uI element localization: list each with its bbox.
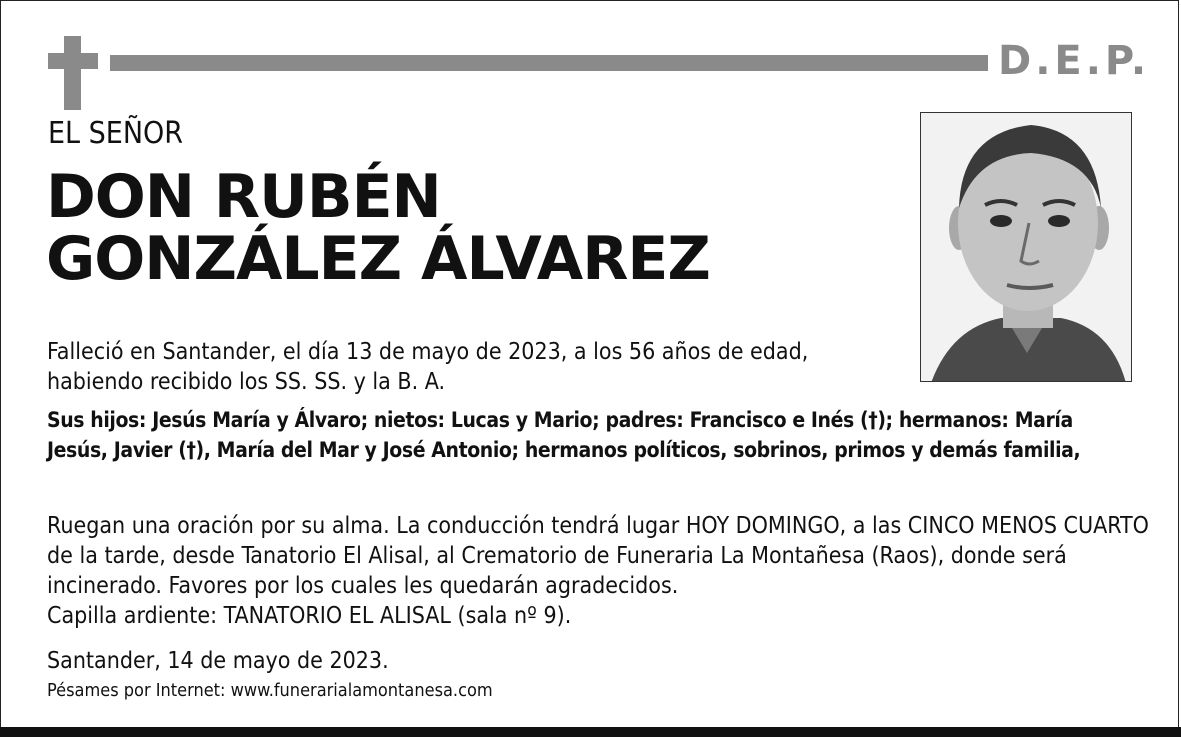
bottom-rule: [0, 727, 1181, 737]
service-info: [47, 511, 1157, 631]
chapel-info: Capilla ardiente: TANATORIO EL ALISAL (sala nº 9).: [47, 603, 572, 629]
name-line-2: GONZÁLEZ ÁLVAREZ: [46, 224, 710, 294]
name-line-1: DON RUBÉN: [46, 162, 441, 232]
cross-icon: [48, 36, 98, 110]
service-text: Ruegan una oración por su alma. La conducción tendrá lugar HOY DOMINGO, a las CINCO MENOS CUARTO de la tarde, desde Tanatorio El Alisal, al Crematorio de Funeraria La Montañesa (Raos), donde será incinerado. Favores por los cuales les quedarán agradecidos.: [47, 513, 1149, 599]
death-notice: Falleció en Santander, el día 13 de mayo de 2023, a los 56 años de edad, habiendo recibido los SS. SS. y la B. A.: [47, 339, 809, 395]
family-list: Sus hijos: Jesús María y Álvaro; nietos: Lucas y Mario; padres: Francisco e Inés (†); hermanos: María Jesús, Javier (†), María del Mar y José Antonio; hermanos políticos, sobrinos, primos y demás familia,: [47, 408, 1081, 462]
dep-label: D.E.P.: [998, 38, 1151, 84]
title-label: EL SEÑOR: [48, 116, 184, 151]
condolences-web: Pésames por Internet: www.funerarialamontanesa.com: [47, 680, 493, 701]
portrait-photo: [920, 112, 1132, 382]
header-rule: [110, 55, 988, 71]
deceased-name: [46, 162, 710, 294]
place-date: Santander, 14 de mayo de 2023.: [47, 648, 389, 674]
